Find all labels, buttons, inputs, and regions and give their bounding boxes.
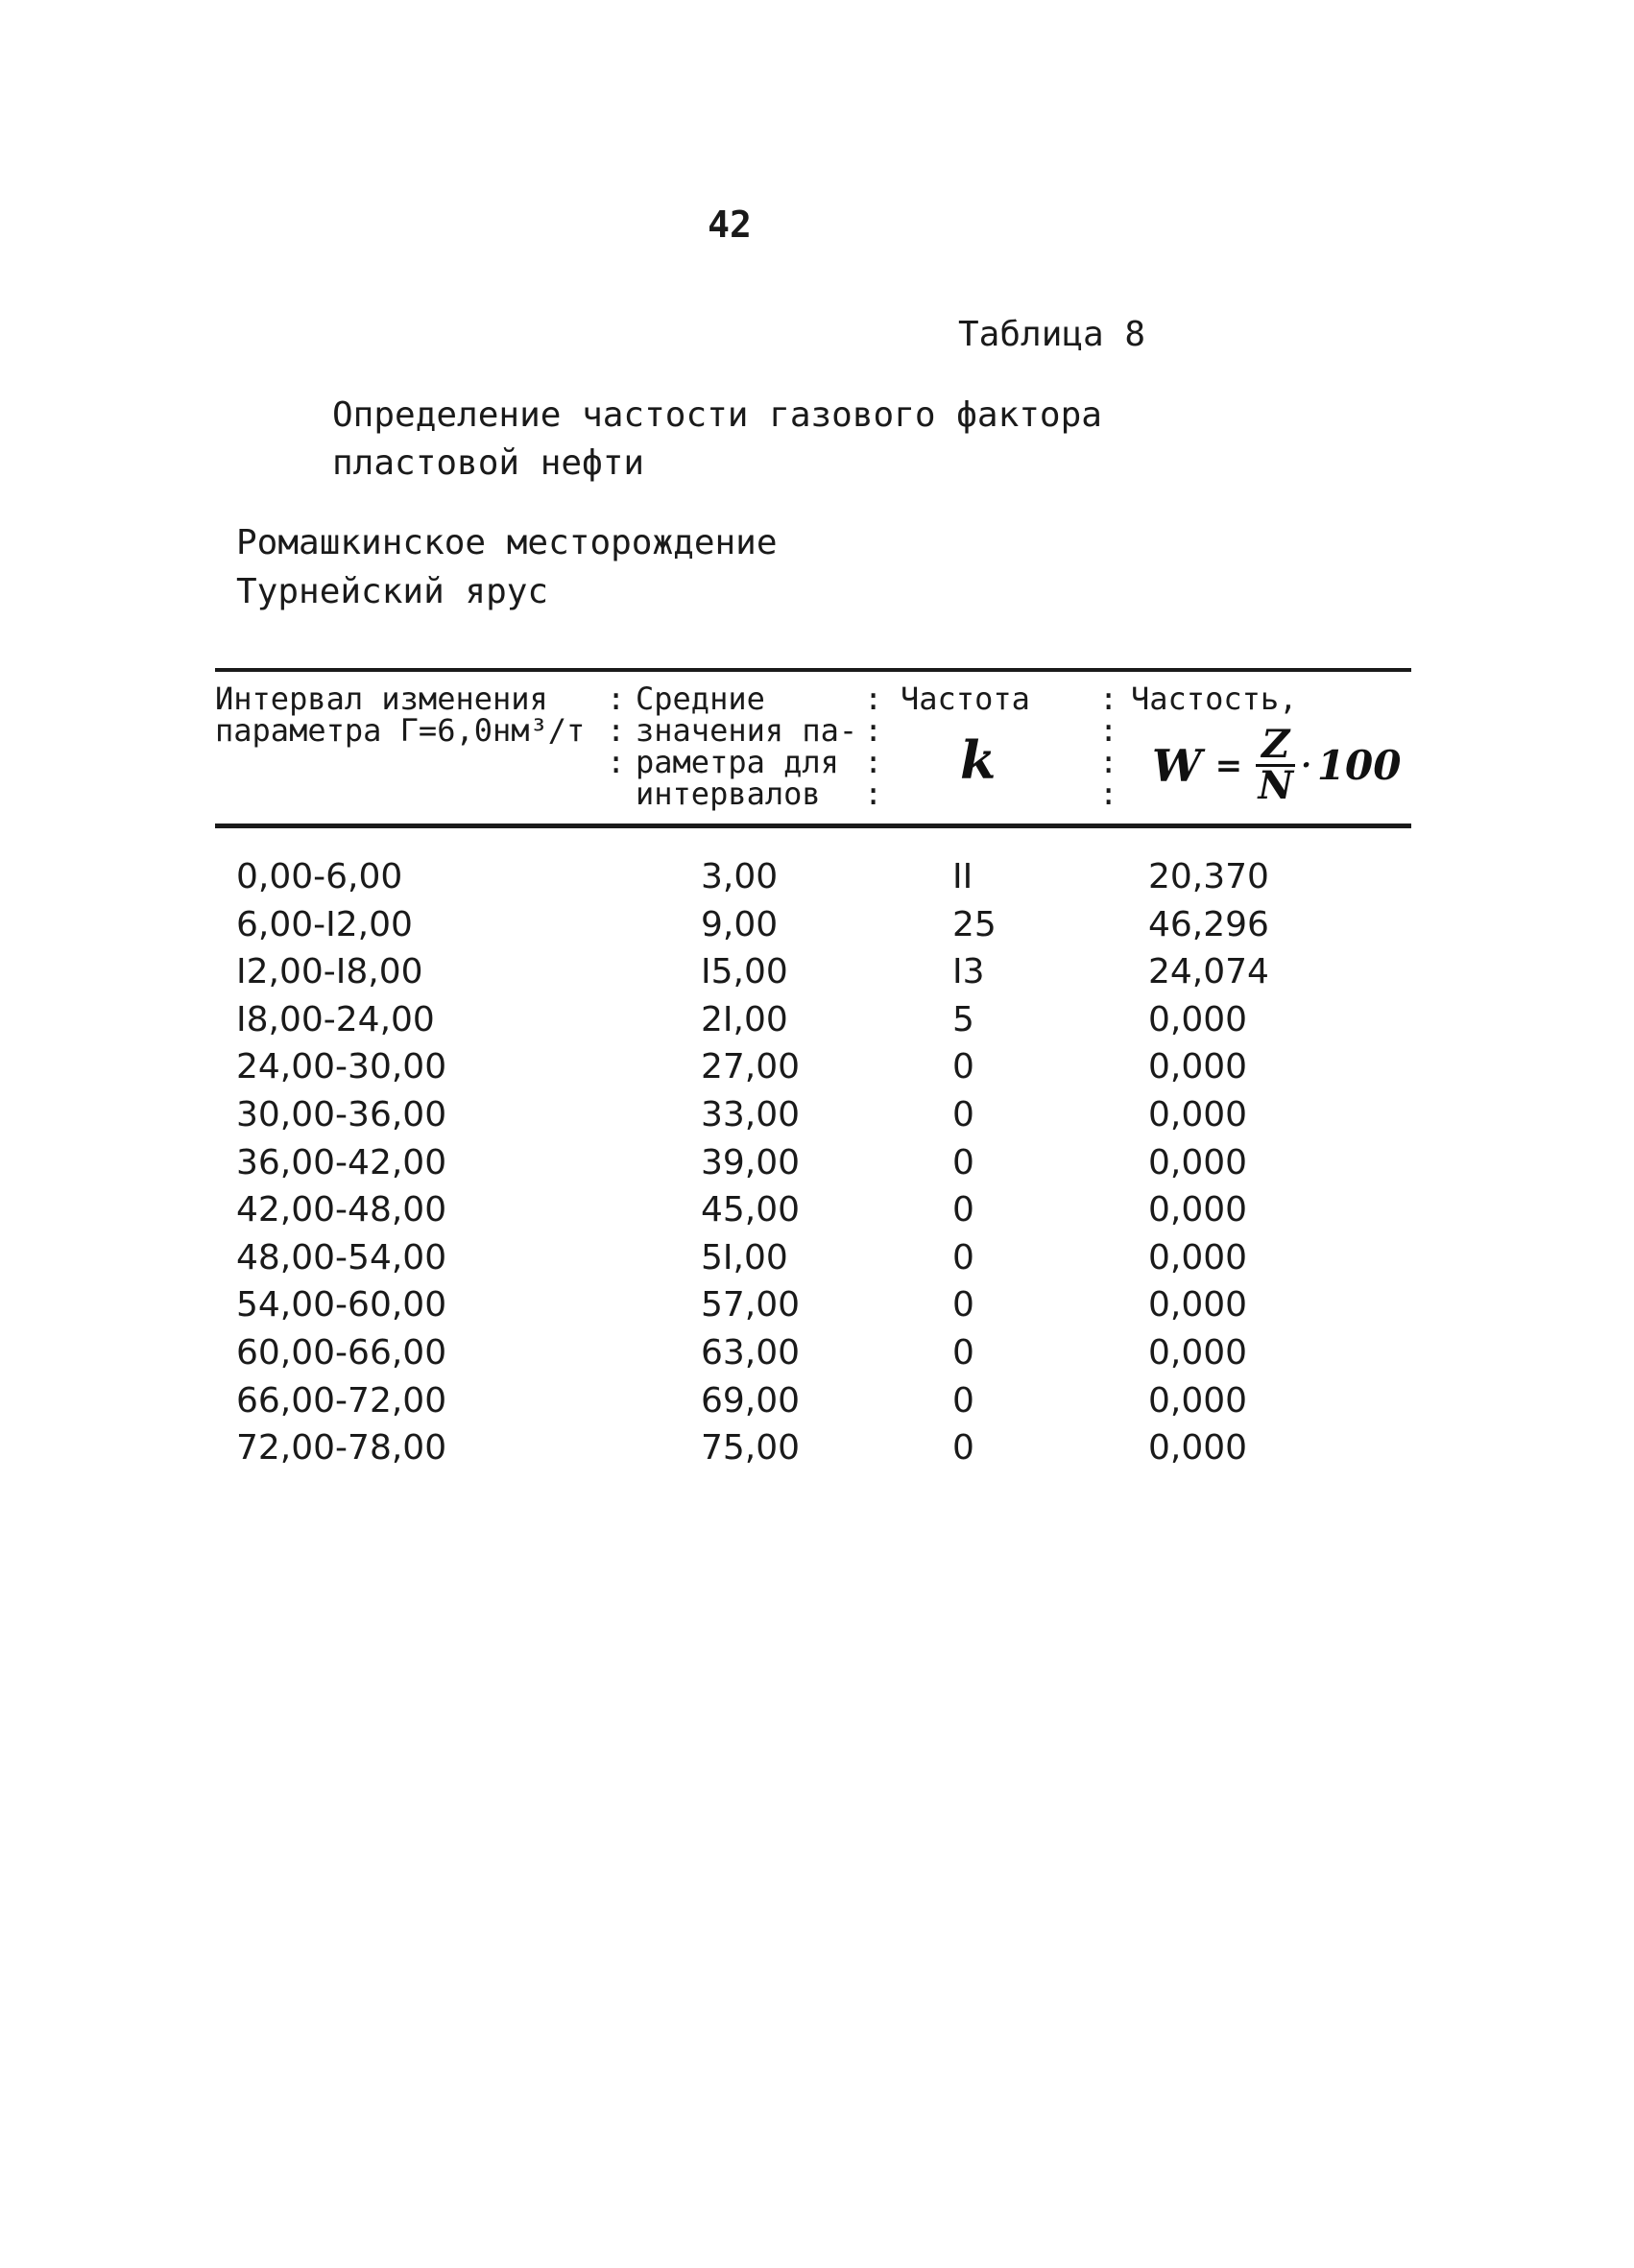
table-row <box>0 952 1634 1000</box>
cell-interval: I2,00-I8,00 <box>236 952 423 992</box>
cell-frequency: 25 <box>952 904 997 944</box>
cell-mean: 69,00 <box>701 1380 801 1420</box>
formula-numerator: Z <box>1256 726 1295 767</box>
cell-interval: 42,00-48,00 <box>236 1190 447 1230</box>
header-mean-line-4: интервалов <box>636 776 821 812</box>
header-frequency <box>901 680 1030 717</box>
header-interval <box>215 680 586 749</box>
header-mean <box>636 680 858 812</box>
cell-relative: 0,000 <box>1148 1237 1248 1277</box>
cell-interval: 60,00-66,00 <box>236 1332 447 1373</box>
cell-interval: 36,00-42,00 <box>236 1142 447 1182</box>
table-row <box>0 1095 1634 1143</box>
stage-name: Турнейский ярус <box>236 572 549 611</box>
cell-relative: 0,000 <box>1148 1047 1248 1087</box>
cell-interval: 72,00-78,00 <box>236 1428 447 1468</box>
cell-mean: 9,00 <box>701 904 779 944</box>
header-separator: : : : <box>607 680 626 780</box>
cell-mean: 63,00 <box>701 1332 801 1373</box>
cell-frequency: 0 <box>952 1094 974 1134</box>
cell-mean: 75,00 <box>701 1428 801 1468</box>
formula-factor: 100 <box>1316 742 1402 789</box>
cell-interval: 54,00-60,00 <box>236 1285 447 1325</box>
formula-denominator: N <box>1258 763 1294 808</box>
cell-interval: 66,00-72,00 <box>236 1380 447 1420</box>
table-row <box>0 857 1634 905</box>
cell-frequency: 0 <box>952 1285 974 1325</box>
cell-mean: I5,00 <box>701 952 788 992</box>
cell-mean: 57,00 <box>701 1285 801 1325</box>
formula-fraction <box>1256 722 1295 808</box>
cell-mean: 5I,00 <box>701 1237 788 1277</box>
table-label: Таблица 8 <box>958 315 1146 354</box>
field-name: Ромашкинское месторождение <box>236 523 778 562</box>
page-number: 42 <box>708 203 752 246</box>
cell-frequency: 0 <box>952 1142 974 1182</box>
table-row <box>0 1285 1634 1333</box>
cell-interval: 6,00-I2,00 <box>236 904 413 944</box>
cell-relative: 0,000 <box>1148 1094 1248 1134</box>
header-interval-line-2: параметра Г=6,0нм³/т <box>215 712 586 749</box>
cell-frequency: 5 <box>952 999 974 1039</box>
formula-lhs: W <box>1152 739 1202 792</box>
cell-relative: 0,000 <box>1148 1332 1248 1373</box>
table-row <box>0 1190 1634 1238</box>
header-relative-line-1: Частость, <box>1131 680 1298 717</box>
cell-frequency: I3 <box>952 952 985 992</box>
cell-mean: 45,00 <box>701 1190 801 1230</box>
cell-frequency: 0 <box>952 1428 974 1468</box>
table-title-line-2: пластовой нефти <box>332 443 645 483</box>
cell-interval: 0,00-6,00 <box>236 857 403 896</box>
table-row <box>0 1381 1634 1429</box>
cell-relative: 20,370 <box>1148 857 1269 896</box>
table-body <box>0 857 1634 1476</box>
cell-relative: 0,000 <box>1148 1285 1248 1325</box>
header-separator: : : : : <box>1099 680 1118 812</box>
cell-frequency: 0 <box>952 1190 974 1230</box>
formula-equals: = <box>1214 746 1243 785</box>
table-row <box>0 1000 1634 1048</box>
cell-relative: 46,296 <box>1148 904 1269 944</box>
header-mean-line-3: раметра для <box>636 744 839 780</box>
cell-frequency: II <box>952 857 973 896</box>
cell-mean: 27,00 <box>701 1047 801 1087</box>
cell-interval: 24,00-30,00 <box>236 1047 447 1087</box>
header-relative <box>1131 680 1298 717</box>
cell-mean: 39,00 <box>701 1142 801 1182</box>
table-row <box>0 1047 1634 1095</box>
header-separator: : : : : <box>864 680 883 812</box>
table-bottom-rule <box>215 824 1411 828</box>
cell-interval: 48,00-54,00 <box>236 1237 447 1277</box>
cell-interval: 30,00-36,00 <box>236 1094 447 1134</box>
cell-frequency: 0 <box>952 1332 974 1373</box>
table-row <box>0 1143 1634 1191</box>
header-mean-line-2: значения па- <box>636 712 858 749</box>
cell-frequency: 0 <box>952 1047 974 1087</box>
cell-relative: 0,000 <box>1148 1428 1248 1468</box>
header-frequency-line-1: Частота <box>901 680 1030 717</box>
relative-formula <box>1152 722 1402 808</box>
cell-interval: I8,00-24,00 <box>236 999 435 1039</box>
cell-relative: 0,000 <box>1148 1380 1248 1420</box>
table-row <box>0 1428 1634 1476</box>
formula-multiplier: · <box>1301 749 1311 782</box>
cell-frequency: 0 <box>952 1237 974 1277</box>
table-row <box>0 1333 1634 1381</box>
table-row <box>0 905 1634 953</box>
cell-frequency: 0 <box>952 1380 974 1420</box>
table-row <box>0 1238 1634 1286</box>
header-mean-line-1: Средние <box>636 680 765 717</box>
cell-mean: 33,00 <box>701 1094 801 1134</box>
cell-relative: 0,000 <box>1148 999 1248 1039</box>
table-top-rule <box>215 668 1411 672</box>
cell-relative: 0,000 <box>1148 1142 1248 1182</box>
cell-mean: 2I,00 <box>701 999 788 1039</box>
frequency-symbol: k <box>960 729 997 791</box>
cell-relative: 24,074 <box>1148 952 1269 992</box>
cell-relative: 0,000 <box>1148 1190 1248 1230</box>
cell-mean: 3,00 <box>701 857 779 896</box>
header-interval-line-1: Интервал изменения <box>215 680 548 717</box>
table-title-line-1: Определение частости газового фактора <box>332 395 1102 435</box>
